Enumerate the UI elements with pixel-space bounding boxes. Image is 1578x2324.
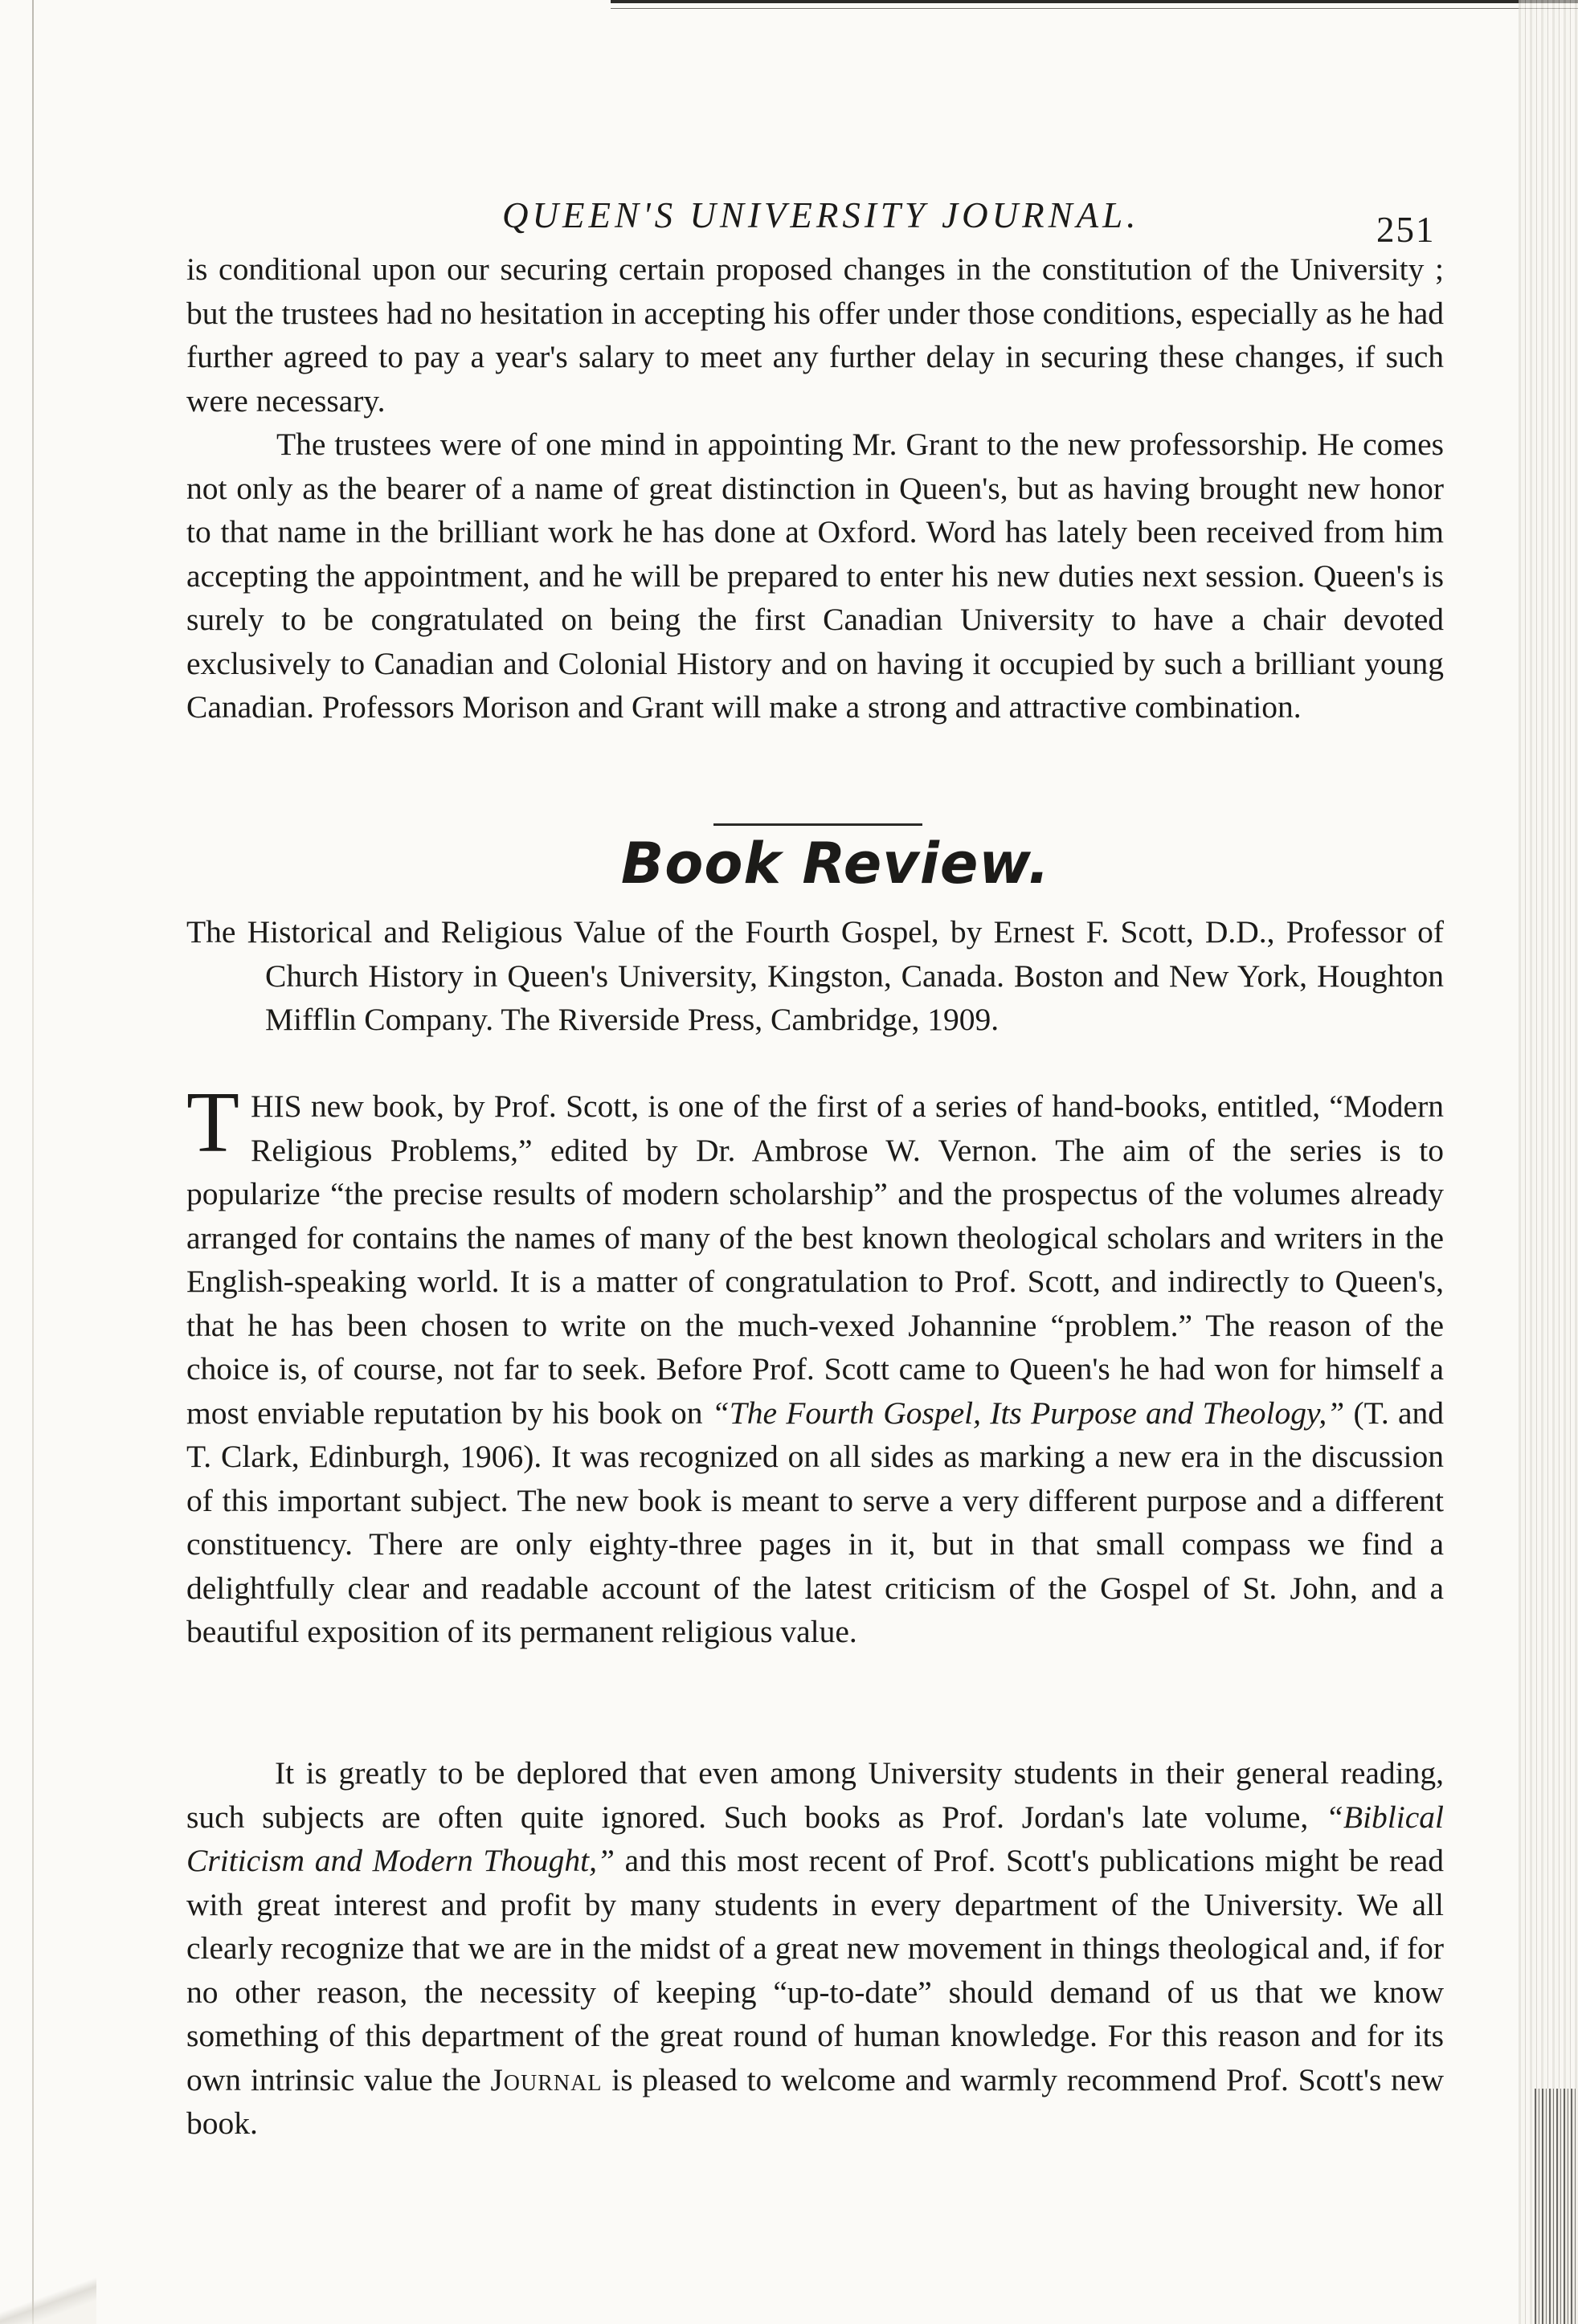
review-paragraph-2-text xyxy=(186,1751,1444,2146)
review-p2-part-b: and this most recent of Prof. Scott's publications might be read with great interest and profit by many students in every department of the University. We all clearly recognize that we are in the midst of a great new movement in things theological and, if for no other reason, the necessity of keeping “up-to-date” should demand of us that we know something of this department of the great round of human knowledge. For this reason and for its own intrinsic value the xyxy=(186,1843,1444,2097)
book-citation xyxy=(186,910,1444,1042)
intro-paragraph-2 xyxy=(186,423,1444,729)
journal-name: Journal xyxy=(490,2061,603,2097)
section-title: Book Review. xyxy=(620,831,1051,897)
intro-paragraph-1 xyxy=(186,247,1444,423)
review-p1-part-a: HIS new book, by Prof. Scott, is one of the first of a series of hand-books, entitled, “Modern Religious Problems,” edited by Dr. Ambrose W. Vernon. The aim of the series is to popularize “the precise results of modern scholarship” and the prospectus of the volumes already arranged for contains the names of many of the best known theological scholars and writers in the English-speaking world. It is a matter of congratulation to Prof. Scott, and indirectly to Queen's, that he has been chosen to write on the much-vexed Johannine “problem.” The reason of the choice is, of course, not far to seek. Before Prof. Scott came to Queen's he had won for himself a most enviable reputation by his book on xyxy=(186,1088,1444,1431)
drop-cap: T xyxy=(186,1075,239,1170)
book-title-fourth-gospel: “The Fourth Gospel, Its Purpose and Theology,” xyxy=(711,1395,1345,1431)
running-head: QUEEN'S UNIVERSITY JOURNAL. xyxy=(502,195,1140,235)
intro-paragraph-2-text: The trustees were of one mind in appointing Mr. Grant to the new professorship. He comes not only as the bearer of a name of great distinction in Queen's, but as having brought new honor to that name in the brilliant work he has done at Oxford. Word has lately been received from him accepting the appointment, and he will be prepared to enter his new duties next session. Queen's is surely to be congratulated on being the first Canadian University to have a chair devoted exclusively to Canadian and Colonial History and on having it occupied by such a brilliant young Canadian. Professors Morison and Grant will make a strong and attractive combination. xyxy=(186,427,1444,725)
section-divider xyxy=(713,823,922,826)
page-top-rule-thin xyxy=(611,8,1578,9)
review-paragraph-2 xyxy=(186,1751,1444,2146)
review-p1-part-b: (T. and T. Clark, Edinburgh, 1906). It was recognized on all sides as marking a new era in the discussion of this important subject. The new book is meant to serve a very different purpose and a different constituency. There are only eighty-three pages in it, but in that small compass we find a delightfully clear and readable account of the latest criticism of the Gospel of St. John, and a beautiful exposition of its permanent religious value. xyxy=(186,1395,1445,1649)
page-left-edge xyxy=(32,0,34,2324)
review-p2-part-c: is pleased to welcome and warmly recommend Prof. Scott's new book. xyxy=(186,2061,1444,2141)
page-top-rule xyxy=(611,0,1578,3)
page-number: 251 xyxy=(1376,210,1436,250)
page-header xyxy=(193,186,1438,251)
book-title-biblical-criticism: “Biblical Criticism and Modern Thought,” xyxy=(186,1799,1444,1878)
review-p2-part-a: It is greatly to be deplored that even among University students in their general reading, such subjects are often quite ignored. Such books as Prof. Jordan's late volume, xyxy=(186,1755,1444,1835)
page-corner-shadow xyxy=(0,2265,96,2324)
intro-paragraph-1-text: is conditional upon our securing certain proposed changes in the constitution of the University ; but the trustees had no hesitation in accepting his offer under those conditions, especially as he had further agreed to pay a year's salary to meet any further delay in securing these changes, if such were necessary. xyxy=(186,251,1444,419)
page-binding-shadow xyxy=(1535,2089,1578,2324)
review-paragraph-1-text xyxy=(186,1075,1445,1654)
page-binding-edge xyxy=(1519,0,1578,2324)
review-paragraph-1 xyxy=(186,1075,1445,1654)
book-citation-text: The Historical and Religious Value of the Fourth Gospel, by Ernest F. Scott, D.D., Professor of Church History in Queen's University, Kingston, Canada. Boston and New York, Houghton Mifflin Company. The Riverside Press, Cambridge, 1909. xyxy=(186,914,1444,1037)
